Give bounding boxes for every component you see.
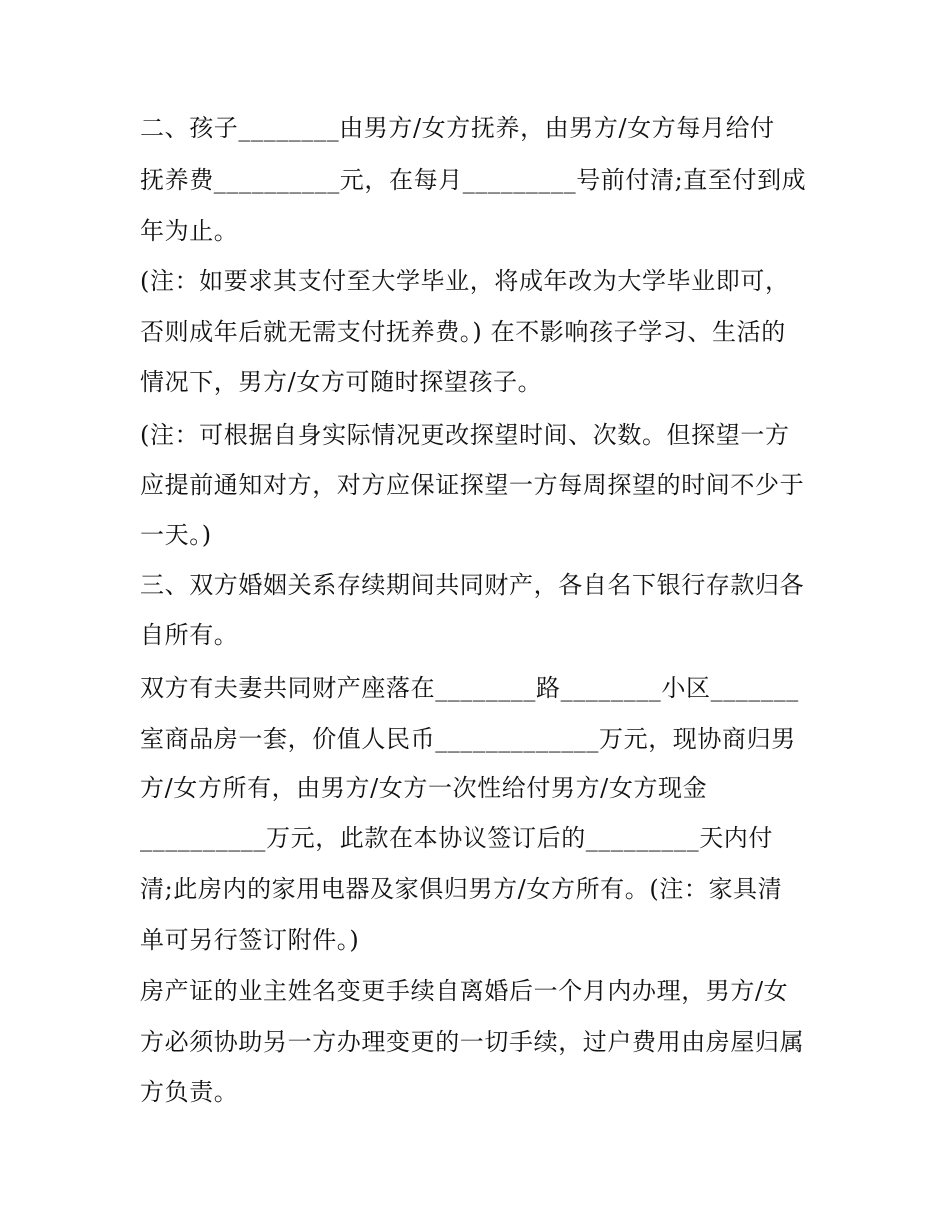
text-line: 室商品房一套，价值人民币_____________万元，现协商归男 — [140, 725, 796, 753]
text-line: 二、孩子________由男方/女方抚养，由男方/女方每月给付 — [140, 114, 775, 142]
text-line: 情况下，男方/女方可随时探望孩子。 — [140, 368, 543, 396]
text-line: 清;此房内的家用电器及家俱归男方/女方所有。(注：家具清 — [140, 875, 783, 903]
text-line: 三、双方婚姻关系存续期间共同财产，各自名下银行存款归各 — [140, 571, 805, 599]
text-line: 方负责。 — [140, 1078, 239, 1106]
text-line: 方必须协助另一方办理变更的一切手续，过户费用由房屋归属 — [140, 1028, 805, 1056]
text-line: 抚养费__________元，在每月_________号前付清;直至付到成 — [140, 166, 807, 194]
text-line: __________万元，此款在本协议签订后的_________天内付 — [140, 824, 773, 852]
text-line: 房产证的业主姓名变更手续自离婚后一个月内办理，男方/女 — [140, 977, 789, 1005]
text-line: 双方有夫妻共同财产座落在________路________小区_______ — [140, 674, 799, 702]
text-line: 方/女方所有，由男方/女方一次性给付男方/女方现金 — [140, 774, 708, 802]
text-line: (注：可根据自身实际情况更改探望时间、次数。但探望一方 — [140, 421, 790, 449]
text-line: 年为止。 — [140, 217, 239, 245]
text-line: 应提前通知对方，对方应保证探望一方每周探望的时间不少于 — [140, 471, 805, 499]
text-line: 单可另行签订附件。) — [140, 926, 360, 954]
text-line: 否则成年后就无需支付抚养费。) 在不影响孩子学习、生活的 — [140, 318, 786, 346]
text-line: (注：如要求其支付至大学毕业，将成年改为大学毕业即可， — [140, 267, 790, 295]
text-line: 一天。) — [140, 521, 212, 549]
text-line: 自所有。 — [140, 621, 239, 649]
